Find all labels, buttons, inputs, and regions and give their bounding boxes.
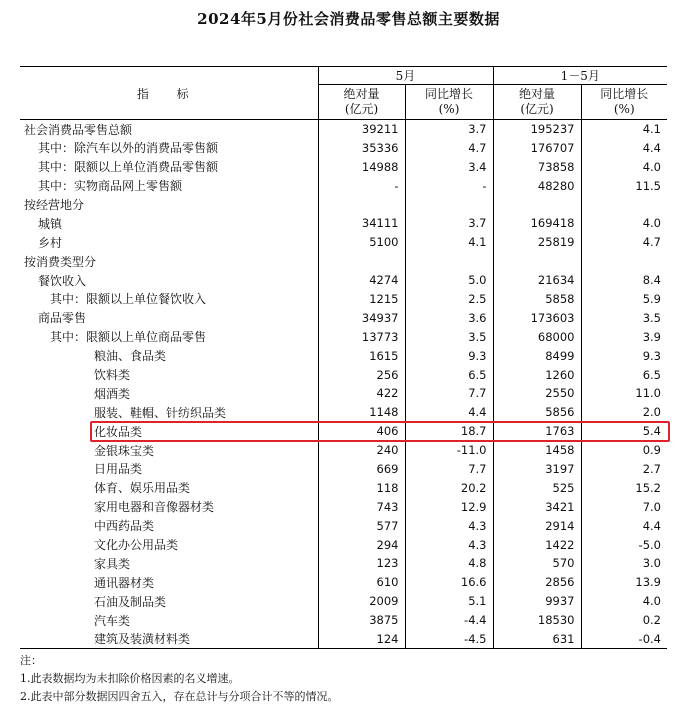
may-yoy-cell: 3.6	[405, 308, 493, 327]
may-yoy-cell	[405, 195, 493, 214]
may-yoy-cell: 5.0	[405, 271, 493, 290]
may-absolute-cell: 577	[318, 516, 405, 535]
table-row	[20, 233, 667, 252]
row-label: 城镇	[20, 214, 318, 233]
may-absolute-cell: 294	[318, 535, 405, 554]
may-yoy-cell: 20.2	[405, 478, 493, 497]
may-absolute-cell: 2009	[318, 592, 405, 611]
row-label: 粮油、食品类	[20, 346, 318, 365]
table-row	[20, 157, 667, 176]
ytd-yoy-cell	[581, 195, 667, 214]
may-absolute-cell: 1215	[318, 290, 405, 309]
header-ytd-yoy: 同比增长 (%)	[581, 85, 667, 120]
ytd-absolute-cell: 5856	[493, 403, 581, 422]
ytd-yoy-cell: 3.0	[642, 556, 661, 571]
table-row	[20, 478, 667, 497]
row-label: 中西药品类	[20, 516, 318, 535]
may-absolute-cell: 13773	[318, 327, 405, 346]
ytd-yoy-cell: 15.2	[635, 480, 661, 495]
header-group-may: 5月	[318, 67, 493, 85]
may-yoy-cell: -4.5	[405, 630, 493, 649]
ytd-absolute-cell: 1260	[493, 365, 581, 384]
row-label: 汽车类	[20, 611, 318, 630]
ytd-yoy-cell: 4.4	[642, 140, 661, 155]
may-absolute-cell: 34111	[318, 214, 405, 233]
ytd-absolute-cell: 195237	[493, 120, 581, 139]
row-label: 商品零售	[20, 308, 318, 327]
may-yoy-cell: 4.1	[405, 233, 493, 252]
may-absolute-cell: 743	[318, 497, 405, 516]
ytd-absolute-cell: 173603	[493, 308, 581, 327]
ytd-yoy-cell	[581, 252, 667, 271]
ytd-absolute-cell: 9937	[493, 592, 581, 611]
ytd-absolute-cell	[493, 252, 581, 271]
ytd-yoy-cell: 9.3	[642, 348, 661, 363]
may-absolute-cell	[318, 195, 405, 214]
row-label: 金银珠宝类	[20, 441, 318, 460]
ytd-absolute-cell	[493, 195, 581, 214]
ytd-yoy-cell: 3.5	[642, 310, 661, 325]
table-row	[20, 346, 667, 365]
ytd-absolute-cell: 3197	[493, 460, 581, 479]
may-absolute-cell: 5100	[318, 233, 405, 252]
may-yoy-cell: 4.7	[405, 138, 493, 157]
ytd-yoy-cell: -0.4	[581, 630, 667, 649]
notes-heading: 注：	[20, 654, 42, 667]
header-may-yoy: 同比增长 (%)	[405, 85, 493, 120]
table-row	[20, 327, 667, 346]
ytd-absolute-cell: 570	[493, 554, 581, 573]
may-absolute-cell: 422	[318, 384, 405, 403]
ytd-absolute-cell: 68000	[493, 327, 581, 346]
row-label: 烟酒类	[20, 384, 318, 403]
table-row	[20, 290, 667, 309]
table-row	[20, 460, 667, 479]
table-row	[20, 365, 667, 384]
ytd-yoy-cell: 4.1	[642, 122, 661, 137]
table-row	[20, 138, 667, 157]
ytd-yoy-cell: 6.5	[642, 367, 661, 382]
ytd-absolute-cell: 73858	[493, 157, 581, 176]
table-row	[20, 592, 667, 611]
row-label: 家用电器和音像器材类	[20, 497, 318, 516]
may-absolute-cell: 35336	[318, 138, 405, 157]
table-row	[20, 441, 667, 460]
ytd-yoy-cell: 4.0	[642, 594, 661, 609]
row-label: 文化办公用品类	[20, 535, 318, 554]
ytd-absolute-cell: 25819	[493, 233, 581, 252]
may-absolute-cell: 240	[318, 441, 405, 460]
note-2: 2.此表中部分数据因四舍五入，存在总计与分项合计不等的情况。	[20, 690, 339, 703]
retail-sales-table	[20, 66, 667, 649]
may-yoy-cell: 2.5	[405, 290, 493, 309]
table-row	[20, 403, 667, 422]
ytd-yoy-cell: 13.9	[635, 575, 661, 590]
ytd-absolute-cell: 1763	[493, 422, 581, 441]
may-yoy-cell: 5.1	[405, 592, 493, 611]
may-yoy-cell: 4.8	[405, 554, 493, 573]
may-yoy-cell: 18.7	[405, 422, 493, 441]
row-label: 其中：限额以上单位消费品零售额	[20, 157, 318, 176]
may-absolute-cell: 1615	[318, 346, 405, 365]
page-title: 2024年5月份社会消费品零售总额主要数据	[197, 10, 500, 28]
may-absolute-cell: 123	[318, 554, 405, 573]
ytd-absolute-cell: 48280	[493, 176, 581, 195]
ytd-absolute-cell: 1458	[493, 441, 581, 460]
table-row	[20, 497, 667, 516]
may-absolute-cell: 256	[318, 365, 405, 384]
may-absolute-cell: 1148	[318, 403, 405, 422]
may-yoy-cell: 3.7	[405, 120, 493, 139]
header-group-jan-may: 1－5月	[493, 67, 667, 85]
row-label: 其中：限额以上单位餐饮收入	[20, 290, 318, 309]
ytd-yoy-cell: 11.0	[635, 386, 661, 401]
may-yoy-cell: 12.9	[405, 497, 493, 516]
ytd-yoy-cell: 4.4	[642, 518, 661, 533]
ytd-absolute-cell: 3421	[493, 497, 581, 516]
ytd-absolute-cell: 21634	[493, 271, 581, 290]
table-row	[20, 120, 667, 139]
table-row	[20, 195, 667, 214]
row-label: 餐饮收入	[20, 271, 318, 290]
may-yoy-cell: 4.3	[405, 516, 493, 535]
may-yoy-cell: 6.5	[405, 365, 493, 384]
ytd-yoy-cell: 4.0	[642, 216, 661, 231]
ytd-yoy-cell: 8.4	[642, 273, 661, 288]
ytd-yoy-cell: 0.2	[642, 613, 661, 628]
may-yoy-cell: 4.3	[405, 535, 493, 554]
may-absolute-cell: 3875	[318, 611, 405, 630]
may-yoy-cell: 9.3	[405, 346, 493, 365]
row-label: 乡村	[20, 233, 318, 252]
header-indicator: 指 标	[20, 67, 318, 120]
table-row-highlighted	[20, 422, 667, 441]
table-row	[20, 176, 667, 195]
table-row	[20, 516, 667, 535]
ytd-yoy-cell: 11.5	[635, 178, 661, 193]
may-absolute-cell: 669	[318, 460, 405, 479]
ytd-absolute-cell: 176707	[493, 138, 581, 157]
header-ytd-absolute: 绝对量 (亿元)	[493, 85, 581, 120]
ytd-yoy-cell: 0.9	[642, 443, 661, 458]
ytd-absolute-cell: 525	[493, 478, 581, 497]
row-label: 通讯器材类	[20, 573, 318, 592]
row-label: 日用品类	[20, 460, 318, 479]
may-absolute-cell: 610	[318, 573, 405, 592]
may-yoy-cell: -4.4	[405, 611, 493, 630]
ytd-absolute-cell: 631	[493, 630, 581, 649]
may-absolute-cell: 14988	[318, 157, 405, 176]
row-label: 社会消费品零售总额	[20, 120, 318, 139]
row-label: 化妆品类	[20, 422, 318, 441]
ytd-yoy-cell: 2.0	[642, 405, 661, 420]
may-yoy-cell: 3.7	[405, 214, 493, 233]
row-label: 石油及制品类	[20, 592, 318, 611]
ytd-yoy-cell: 5.9	[642, 291, 661, 306]
header-may-absolute: 绝对量 (亿元)	[318, 85, 405, 120]
table-row	[20, 630, 667, 649]
row-label: 家具类	[20, 554, 318, 573]
ytd-yoy-cell: 4.0	[642, 159, 661, 174]
row-label: 按经营地分	[20, 195, 318, 214]
ytd-absolute-cell: 1422	[493, 535, 581, 554]
note-1: 1.此表数据均为未扣除价格因素的名义增速。	[20, 672, 240, 685]
ytd-absolute-cell: 18530	[493, 611, 581, 630]
may-absolute-cell: 4274	[318, 271, 405, 290]
row-label: 其中：实物商品网上零售额	[20, 176, 318, 195]
may-absolute-cell: -	[318, 176, 405, 195]
may-absolute-cell: 34937	[318, 308, 405, 327]
row-label: 其中：除汽车以外的消费品零售额	[20, 138, 318, 157]
ytd-absolute-cell: 2550	[493, 384, 581, 403]
may-yoy-cell: -	[405, 176, 493, 195]
may-absolute-cell: 118	[318, 478, 405, 497]
ytd-yoy-cell: 4.7	[642, 235, 661, 250]
ytd-absolute-cell: 169418	[493, 214, 581, 233]
row-label: 服装、鞋帽、针纺织品类	[20, 403, 318, 422]
table-row	[20, 271, 667, 290]
ytd-yoy-cell: -5.0	[638, 537, 661, 552]
may-absolute-cell: 39211	[318, 120, 405, 139]
ytd-yoy-cell: 7.0	[642, 499, 661, 514]
table-row	[20, 573, 667, 592]
may-yoy-cell	[405, 252, 493, 271]
table-row	[20, 554, 667, 573]
row-label: 饮料类	[20, 365, 318, 384]
footnotes	[20, 652, 339, 706]
table-row	[20, 308, 667, 327]
may-yoy-cell: 3.4	[405, 157, 493, 176]
may-absolute-cell: 124	[318, 630, 405, 649]
ytd-absolute-cell: 5858	[493, 290, 581, 309]
may-absolute-cell: 406	[318, 422, 405, 441]
table-row	[20, 252, 667, 271]
ytd-absolute-cell: 8499	[493, 346, 581, 365]
table-row	[20, 214, 667, 233]
table-row	[20, 535, 667, 554]
ytd-absolute-cell: 2856	[493, 573, 581, 592]
ytd-absolute-cell: 2914	[493, 516, 581, 535]
ytd-yoy-cell: 2.7	[642, 461, 661, 476]
table-body	[20, 120, 667, 649]
row-label: 按消费类型分	[20, 252, 318, 271]
may-yoy-cell: 16.6	[405, 573, 493, 592]
ytd-yoy-cell: 3.9	[642, 329, 661, 344]
row-label: 体育、娱乐用品类	[20, 478, 318, 497]
row-label: 其中：限额以上单位商品零售	[20, 327, 318, 346]
ytd-yoy-cell: 5.4	[642, 424, 661, 439]
may-yoy-cell: 7.7	[405, 384, 493, 403]
table-row	[20, 384, 667, 403]
may-yoy-cell: 3.5	[405, 327, 493, 346]
may-yoy-cell: -11.0	[405, 441, 493, 460]
may-absolute-cell	[318, 252, 405, 271]
may-yoy-cell: 7.7	[405, 460, 493, 479]
may-yoy-cell: 4.4	[405, 403, 493, 422]
table-row	[20, 611, 667, 630]
row-label: 建筑及装潢材料类	[20, 630, 318, 649]
